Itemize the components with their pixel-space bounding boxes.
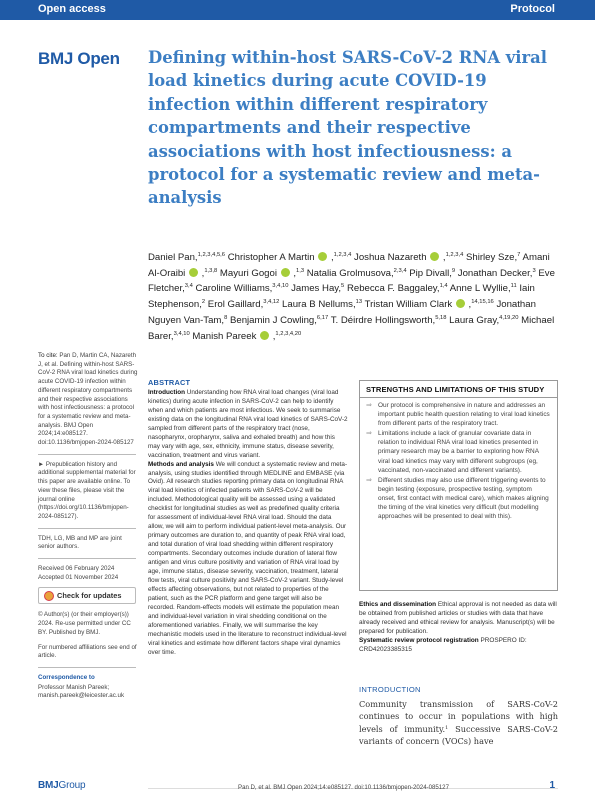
affiliation-marker: 13	[355, 299, 363, 306]
author-name[interactable]: Tristan William Clark	[364, 299, 453, 311]
abstract-intro-label: Introduction	[148, 388, 185, 396]
ethics-text: Ethical approval is not needed as data will be obtained from published articles or studies with data that have already received and ethical review for analysis. Manuscript(s) will be prepared for publication.	[359, 601, 557, 635]
author-name[interactable]: Anne L Wyllie,	[449, 283, 511, 295]
prepub-note: ► Prepublication history and additional supplemental material for this paper are available online. To view these files, please visit the journal online (https://doi.org/10.1136/bmjopen-2024-085127).	[38, 460, 136, 520]
orcid-icon[interactable]	[318, 252, 327, 261]
author-name[interactable]: Michael Barer,	[148, 314, 555, 342]
affiliation-marker: 1,2,3,4,20	[275, 330, 302, 337]
article-sidebar	[38, 352, 138, 701]
divider	[38, 558, 136, 559]
author-name[interactable]: Eve Fletcher,	[148, 267, 555, 295]
affiliation-marker: 4,19,20	[499, 314, 519, 321]
list-item-text: Different studies may also use different triggering events to begin testing (exposure, prospective testing, symptom onset, first contact with medical care), which makes aligning the timing of the viral kinetics very difficult (but modelling approaches will be presented to deal with this).	[378, 476, 549, 521]
article-type-label: Protocol	[510, 3, 555, 15]
abstract-section	[148, 379, 348, 658]
journal-logo[interactable]: BMJ Open	[38, 49, 120, 68]
joint-authors-note: TDH, LG, MB and MP are joint senior authors.	[38, 534, 122, 551]
check-updates-icon	[44, 591, 54, 601]
open-access-label: Open access	[38, 3, 106, 15]
affiliation-marker: 2	[201, 299, 206, 306]
author-name[interactable]: Jonathan Decker,	[457, 267, 533, 279]
registration-paragraph	[359, 637, 558, 655]
copyright-note: © Author(s) (or their employer(s)) 2024. Re-use permitted under CC BY. Published by BMJ.	[38, 611, 131, 636]
author-name[interactable]: Shirley Sze,	[465, 252, 518, 263]
abstract-heading: ABSTRACT	[148, 378, 191, 387]
author-name[interactable]: Amani Al-Oraibi	[148, 252, 550, 279]
list-item-text: Limitations include a lack of granular covariate data in relation to individual RNA viral load kinetics presented in primary research may be a barrier to exploring how RNA viral load kinetics may vary with different subgroups (eg, vaccinated, non-vaccinated and different variants).	[378, 430, 539, 474]
header-bar	[0, 0, 595, 20]
arrow-icon: ⇒	[366, 430, 372, 438]
abstract-intro-text: Understanding how RNA viral load changes (viral load kinetics) during acute infection in SARS-CoV-2 can help to identify when and which patients are most infectious. We seek to summarise existing data on the longitudinal RNA viral load kinetics of SARS-CoV-2 sampled from different parts of the respiratory tract (nose, nasopharynx, oropharynx, saliva and exhaled breath) and how this may vary with age, sex, ethnicity, immune status, disease severity, vaccination, treatment and virus variant.	[148, 388, 348, 459]
abstract-methods-label: Methods and analysis	[148, 460, 214, 468]
introduction-text	[359, 698, 558, 747]
author-name[interactable]: Joshua Nazareth	[354, 252, 427, 263]
correspondence-heading: Correspondence to	[38, 673, 95, 681]
author-name[interactable]: Iain Stephenson,	[148, 283, 535, 311]
bmj-group-logo	[38, 780, 85, 791]
abstract-methods	[148, 461, 348, 658]
author-name[interactable]: Laura B Nellums,	[282, 299, 356, 311]
affiliation-marker: 3,4,10	[272, 283, 289, 290]
list-item	[366, 401, 551, 428]
affiliation-marker: 2,3,4	[393, 267, 407, 274]
received-date: Received 06 February 2024	[38, 565, 115, 573]
affiliation-marker: 7	[517, 252, 521, 258]
arrow-icon: ⇒	[366, 402, 372, 409]
article-title: Defining within-host SARS-CoV-2 RNA viral load kinetics during acute COVID-19 infection within different respiratory compartments and their respective associations with host infectiousness: a protocol for a systematic review and meta-analysis	[148, 48, 548, 208]
author-name[interactable]: Manish Pareek	[192, 330, 257, 342]
strengths-limitations-box	[359, 380, 558, 591]
orcid-icon[interactable]	[281, 268, 290, 277]
author-name[interactable]: Rebecca F. Baggaley,	[346, 283, 440, 295]
affiliation-marker: 1,2,3,4	[445, 252, 464, 258]
citation-block	[38, 352, 138, 448]
cite-text: Pan D, Martin CA, Nazareth J, et al. Defining within-host SARS-CoV-2 RNA viral load kinetics during acute COVID-19 infection within different respiratory compartments and their respective associations with host infectiousness: a protocol for a systematic review and meta-analysis. BMJ Open 2024;14:e085127. doi:10.1136/bmjopen-2024-085127	[38, 352, 138, 447]
orcid-icon[interactable]	[456, 299, 465, 308]
author-name[interactable]: T. Déirdre Hollingsworth,	[330, 314, 436, 326]
author-name[interactable]: James Hay,	[291, 283, 342, 295]
author-name[interactable]: Caroline Williams,	[195, 283, 273, 295]
registration-id: PROSPERO ID: CRD42023385315	[359, 636, 527, 653]
abstract-methods-text: We will conduct a systematic review and meta-analysis, using studies identified through MEDLINE and EMBASE (via Ovid). All research studies reporting primary data on longitudinal RNA viral load kinetics of infected patients with SARS-CoV-2 will be included. Methodological quality will be assessed using a validated checklist for longitudinal studies as well as predefined quality criteria for assessment of individual-level RNA viral load. Should the data allow, we will aim to perform individual patient-level meta-analysis. Our primary outcomes are duration to, and quantity of peak RNA viral load, and total duration of viral load shedding within different respiratory compartments. Secondary outcomes include duration of lateral flow antigen and virus culture positivity and variation of RNA viral load by age, immune status, disease severity, vaccination, treatment, lateral flow tests, viral culture positivity and SARS-CoV-2 variant. Study-level effects affecting observations, but not related to properties of the patient, such as the PCR platform and gene target will also be recorded. Random-effects models will estimate the population mean and individual-level variation in viral shedding conditional on the aforementioned variables. Finally, we will summarise the key mechanistic models used in the literature to reconstruct individual-level viral kinetics and estimate how different factors shape viral dynamics over time.	[148, 460, 348, 656]
divider	[38, 528, 136, 529]
intro-text-continued: Successive SARS-CoV-2 variants of concern (VOCs) have	[359, 723, 558, 746]
affiliation-marker: 3,4	[184, 283, 193, 290]
ethics-paragraph	[359, 601, 558, 637]
affiliation-marker: 3,4,12	[263, 299, 280, 306]
author-name[interactable]: Christopher A Martin	[227, 252, 315, 263]
divider	[38, 667, 136, 668]
affiliations-note: For numbered affiliations see end of article.	[38, 643, 137, 660]
affiliation-marker: 1,4	[439, 283, 448, 290]
accepted-date: Accepted 01 November 2024	[38, 573, 119, 581]
author-name[interactable]: Natalia Grolmusova,	[306, 267, 394, 279]
affiliation-marker: 3	[532, 267, 536, 274]
page-number: 1	[549, 780, 555, 791]
ethics-label: Ethics and dissemination	[359, 601, 437, 608]
list-item	[366, 429, 551, 474]
affiliation-marker: 1,3	[296, 267, 305, 274]
footer-citation: Pan D, et al. BMJ Open 2024;14:e085127. doi:10.1136/bmjopen-2024-085127	[238, 784, 449, 791]
affiliation-marker: 1,2,3,4	[333, 252, 352, 258]
affiliation-marker: 11	[510, 283, 517, 290]
affiliation-marker: 3,4,10	[173, 330, 190, 337]
ethics-section	[359, 601, 558, 654]
author-name[interactable]: Mayuri Gogoi	[219, 267, 277, 279]
cite-label: To cite:	[38, 352, 58, 359]
list-item-text: Our protocol is comprehensive in nature and addresses an important public health question relating to viral load kinetics from different parts of the respiratory tract.	[378, 402, 550, 428]
author-name[interactable]: Pip Divall,	[409, 267, 452, 279]
check-for-updates-button[interactable]	[38, 587, 136, 604]
divider	[38, 454, 136, 455]
correspondence-name: Professor Manish Pareek;	[38, 683, 110, 691]
author-name[interactable]: Daniel Pan,	[148, 252, 198, 263]
arrow-icon: ⇒	[366, 476, 372, 484]
abstract-introduction	[148, 389, 348, 461]
correspondence-email[interactable]: manish.pareek@leicester.ac.uk	[38, 692, 125, 700]
author-name[interactable]: Erol Gaillard,	[207, 299, 264, 311]
strengths-list	[366, 401, 551, 521]
logo-bmj: BMJ	[38, 780, 59, 791]
reference-marker[interactable]: 1	[445, 724, 449, 731]
orcid-icon[interactable]	[430, 252, 439, 261]
affiliation-marker: 1,2,3,4,5,6	[197, 252, 226, 258]
affiliation-marker: 5,18	[435, 314, 447, 321]
divider	[360, 397, 557, 398]
author-list: Daniel Pan,$^{1,2,3,4,5,6}$ Christopher A Martin ,$^{1,2,3,4}$ Joshua Nazareth ,$^{1,2,3,4}$ Shirley Sze,$^7$ Amani Al-Oraibi ,$^{1,3,8}$ Mayuri Gogoi ,$^{1,3}$ Natalia Grolmusova,$^{2,3,4}$ Pip Divall,$^9$ Jonathan Decker,$^3$ Eve Fletcher,$^{3,4}$ Caroline Williams,$^{3,4,10}$ James Hay,$^5$ Rebecca F. Baggaley,$^{1,4}$ Anne L Wyllie,$^{11}$ Iain Stephenson,$^2$ Erol Gaillard,$^{3,4,12}$ Laura B Nellums,$^{13}$ Tristan William Clark ,$^{14,15,16}$ Jonathan Nguyen Van-Tam,$^8$ Benjamin J Cowling,$^{6,17}$ T. Déirdre Hollingsworth,$^{5,18}$ Laura Gray,$^{4,19,20}$ Michael Barer,$^{3,4,10}$ Manish Pareek ,$^{1,2,3,4,20}$	[148, 252, 555, 342]
affiliation-marker: 1,3,8	[204, 267, 218, 274]
affiliation-marker: 6,17	[316, 314, 329, 321]
affiliation-marker: 14,15,16	[471, 299, 494, 306]
affiliation-marker: 5	[341, 283, 345, 290]
affiliation-marker: 8	[224, 314, 228, 321]
check-updates-label: Check for updates	[57, 591, 122, 601]
introduction-heading: INTRODUCTION	[359, 685, 421, 694]
author-name[interactable]: Benjamin J Cowling,	[229, 314, 317, 326]
affiliation-marker: 9	[451, 267, 456, 274]
intro-text-start: Community transmission of SARS-CoV-2 continues to occur in populations with high levels of immunity.	[359, 699, 558, 734]
logo-group: Group	[58, 780, 86, 791]
registration-label: Systematic review protocol registration	[359, 636, 479, 644]
orcid-icon[interactable]	[260, 331, 269, 340]
author-name[interactable]: Laura Gray,	[449, 314, 500, 326]
author-name[interactable]: Jonathan Nguyen Van-Tam,	[148, 299, 536, 326]
strengths-heading: STRENGTHS AND LIMITATIONS OF THIS STUDY	[366, 385, 545, 394]
orcid-icon[interactable]	[189, 268, 198, 277]
list-item	[366, 476, 551, 521]
